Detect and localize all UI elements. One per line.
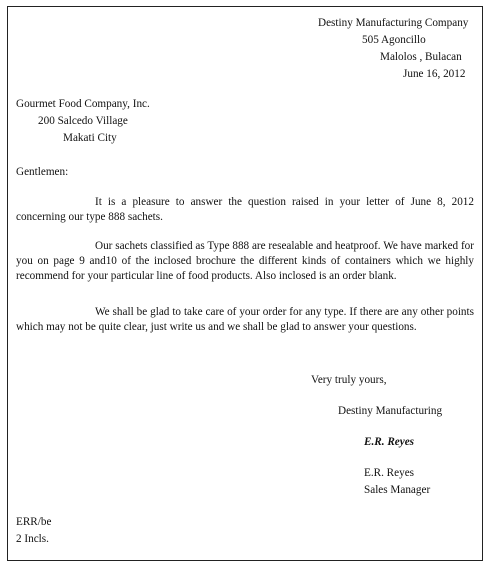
body-paragraph-3 — [16, 305, 474, 335]
sender-city: Malolos , Bulacan — [380, 51, 462, 63]
sender-company: Destiny Manufacturing Company — [318, 17, 469, 29]
signature-company: Destiny Manufacturing — [338, 405, 443, 417]
salutation: Gentlemen: — [16, 166, 69, 178]
recipient-city: Makati City — [63, 132, 117, 144]
paragraph-2-text: Our sachets classified as Type 888 are resealable and heatproof. We have marked for you on page 9 and10 of the inclosed brochure the different kinds of containers which we highly recommend for your particular line of food products. Also inclosed is an order blank. — [16, 240, 474, 282]
paragraph-3-text: We shall be glad to take care of your order for any type. If there are any other points which may not be quite clear, just write us and we shall be glad to answer your questions. — [16, 306, 474, 333]
signer-title: Sales Manager — [364, 484, 431, 496]
recipient-company: Gourmet Food Company, Inc. — [16, 98, 150, 110]
body-paragraph-2 — [16, 239, 474, 284]
complimentary-close: Very truly yours, — [311, 374, 387, 386]
reference-initials: ERR/be — [16, 516, 52, 528]
signature: E.R. Reyes — [364, 436, 415, 448]
body-paragraph-1 — [16, 195, 474, 225]
recipient-street: 200 Salcedo Village — [38, 115, 128, 127]
letter-date: June 16, 2012 — [403, 68, 466, 80]
paragraph-1-text: It is a pleasure to answer the question raised in your letter of June 8, 2012 concerning our type 888 sachets. — [16, 196, 474, 223]
enclosure-notation: 2 Incls. — [16, 533, 49, 545]
sender-street: 505 Agoncillo — [362, 34, 426, 46]
signer-name: E.R. Reyes — [364, 467, 415, 479]
